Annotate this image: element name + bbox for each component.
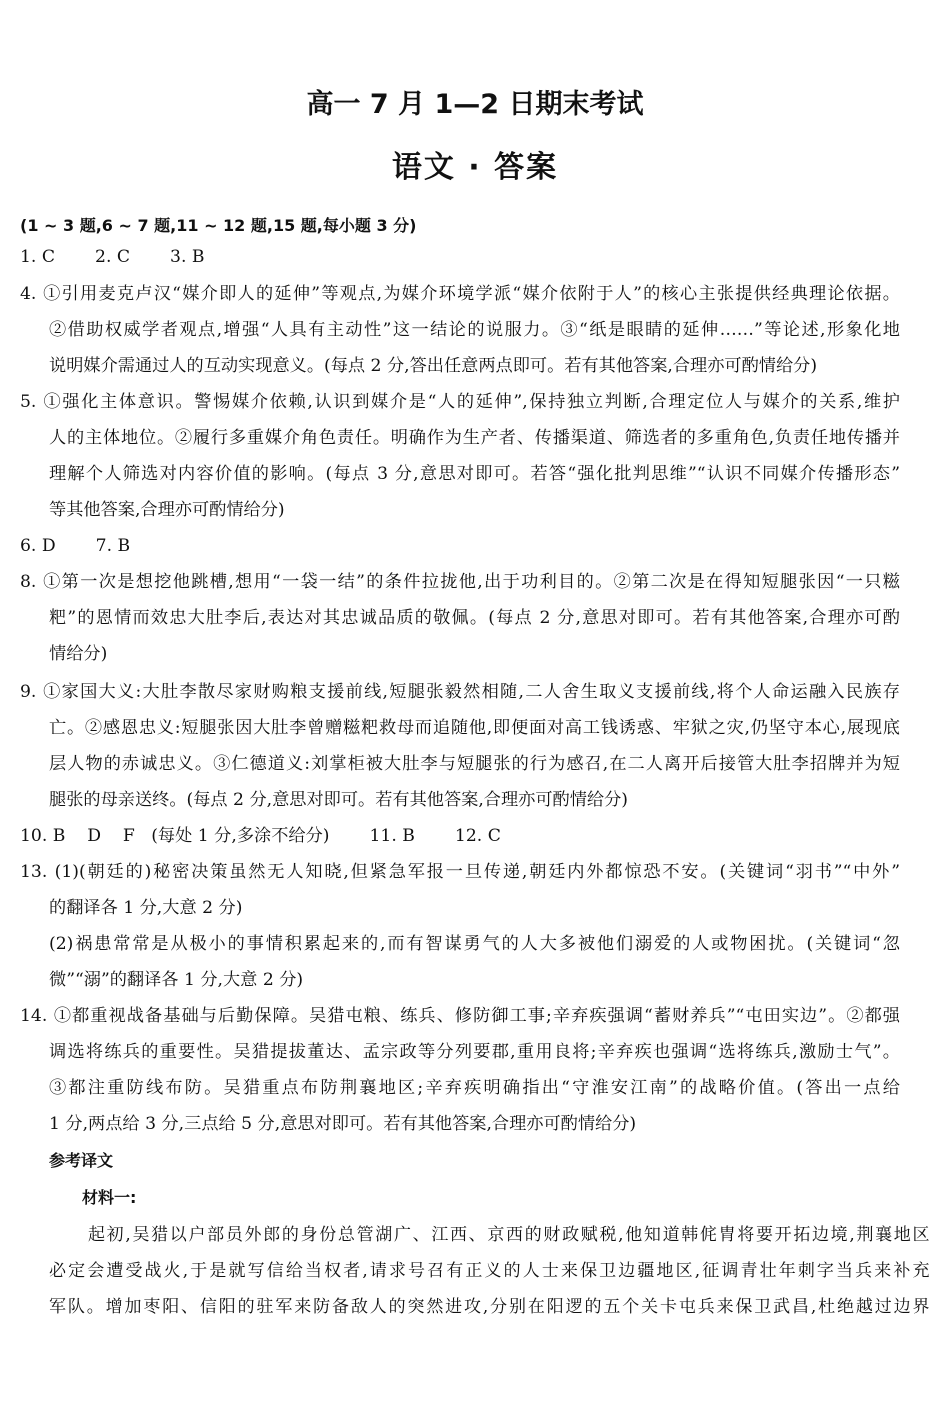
q4-line: 说明媒介需通过人的互动实现意义。(每点 2 分,答出任意两点即可。若有其他答案,合理亦可酌情给分) xyxy=(49,356,818,376)
answer-6: 6. D xyxy=(20,536,56,556)
q5-line: 等其他答案,合理亦可酌情给分) xyxy=(49,500,285,520)
page-title: 高一 7 月 1—2 日期末考试 xyxy=(306,89,644,120)
answers-1-3 xyxy=(20,239,205,275)
translation-line: 起初,吴猎以户部员外郎的身份总管湖广、江西、京西的财政赋税,他知道韩侂胄将要开拓边境,荆襄地区 xyxy=(88,1225,930,1245)
material-heading: 材料一: xyxy=(82,1188,137,1207)
q4-line: ②借助权威学者观点,增强“人具有主动性”这一结论的说服力。③“纸是眼睛的延伸……”等论述,形象化地 xyxy=(49,320,900,340)
q8-line: 粑”的恩情而效忠大肚李后,表达对其忠诚品质的敬佩。(每点 2 分,意思对即可。若有其他答案,合理亦可酌 xyxy=(49,608,900,628)
q14-line: 调选将练兵的重要性。吴猎提拔董达、孟宗政等分列要郡,重用良将;辛弃疾也强调“选将练兵,激励士气”。 xyxy=(49,1042,900,1062)
q13-line: 13. (1)(朝廷的)秘密决策虽然无人知晓,但紧急军报一旦传递,朝廷内外都惊恐不安。(关键词“羽书”“中外” xyxy=(20,862,900,882)
q13-line: 的翻译各 1 分,大意 2 分) xyxy=(49,898,243,918)
translation-line: 必定会遭受战火,于是就写信给当权者,请求号召有正义的人士来保卫边疆地区,征调青壮年刺字当兵来补充 xyxy=(49,1261,930,1281)
answer-3: 3. B xyxy=(170,247,205,267)
page-subtitle: 语文 · 答案 xyxy=(391,150,559,185)
reference-translation-heading: 参考译文 xyxy=(49,1151,114,1170)
q5-line: 5. ①强化主体意识。警惕媒介依赖,认识到媒介是“人的延伸”,保持独立判断,合理定位人与媒介的关系,维护 xyxy=(20,392,900,412)
answer-10: 10. B D F (每处 1 分,多涂不给分) xyxy=(20,826,330,846)
scoring-note: (1 ~ 3 题,6 ~ 7 题,11 ~ 12 题,15 题,每小题 3 分) xyxy=(20,216,417,235)
q8-line: 8. ①第一次是想挖他跳槽,想用“一袋一结”的条件拉拢他,出于功利目的。②第二次是在得知短腿张因“一只糍 xyxy=(20,572,900,592)
answers-10-12 xyxy=(20,818,501,854)
q9-line: 9. ①家国大义:大肚李散尽家财购粮支援前线,短腿张毅然相随,二人舍生取义支援前线,将个人命运融入民族存 xyxy=(20,682,900,702)
q14-line: 14. ①都重视战备基础与后勤保障。吴猎屯粮、练兵、修防御工事;辛弃疾强调“蓄财养兵”“屯田实边”。②都强 xyxy=(20,1006,900,1026)
q13-line: (2)祸患常常是从极小的事情积累起来的,而有智谋勇气的人大多被他们溺爱的人或物困扰。(关键词“忽 xyxy=(49,934,900,954)
q9-line: 亡。②感恩忠义:短腿张因大肚李曾赠糍粑救母而追随他,即便面对高工钱诱惑、牢狱之灾,仍坚守本心,展现底 xyxy=(49,718,900,738)
answer-1: 1. C xyxy=(20,247,56,267)
answer-12: 12. C xyxy=(454,826,501,846)
answer-2: 2. C xyxy=(95,247,131,267)
answer-7: 7. B xyxy=(95,536,131,556)
q9-line: 层人物的赤诚忠义。③仁德道义:刘掌柜被大肚李与短腿张的行为感召,在二人离开后接管大肚李招牌并为短 xyxy=(49,754,900,774)
q8-line: 情给分) xyxy=(49,644,108,664)
q14-line: ③都注重防线布防。吴猎重点布防荆襄地区;辛弃疾明确指出“守淮安江南”的战略价值。(答出一点给 xyxy=(49,1078,900,1098)
answer-11: 11. B xyxy=(369,826,415,846)
q9-line: 腿张的母亲送终。(每点 2 分,意思对即可。若有其他答案,合理亦可酌情给分) xyxy=(49,790,629,810)
q4-line: 4. ①引用麦克卢汉“媒介即人的延伸”等观点,为媒介环境学派“媒介依附于人”的核心主张提供经典理论依据。 xyxy=(20,284,900,304)
q5-line: 理解个人筛选对内容价值的影响。(每点 3 分,意思对即可。若答“强化批判思维”“认识不同媒介传播形态” xyxy=(49,464,900,484)
q13-line: 微”“溺”的翻译各 1 分,大意 2 分) xyxy=(49,970,304,990)
q14-line: 1 分,两点给 3 分,三点给 5 分,意思对即可。若有其他答案,合理亦可酌情给分) xyxy=(49,1114,637,1134)
q5-line: 人的主体地位。②履行多重媒介角色责任。明确作为生产者、传播渠道、筛选者的多重角色,负责任地传播并 xyxy=(49,428,900,448)
answers-6-7 xyxy=(20,528,130,564)
translation-line: 军队。增加枣阳、信阳的驻军来防备敌人的突然进攻,分别在阳逻的五个关卡屯兵来保卫武昌,杜绝越过边界 xyxy=(49,1297,930,1317)
